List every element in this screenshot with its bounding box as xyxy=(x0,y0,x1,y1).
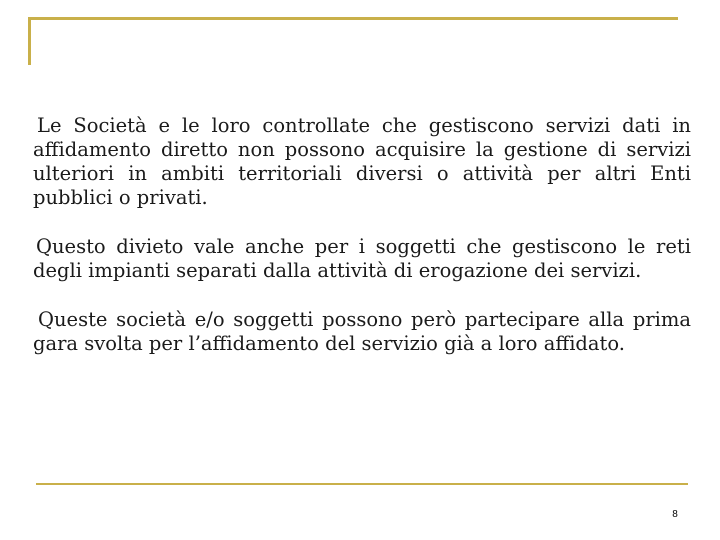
frame-left-rule xyxy=(28,17,31,65)
footer-rule xyxy=(36,483,688,485)
paragraph-divieto-reti: Questo divieto vale anche per i soggetti che gestiscono le reti degli impianti separati dalla attività di erogazione dei servizi. xyxy=(33,235,691,282)
slide-body xyxy=(33,114,691,356)
paragraph-affidamento-diretto: Le Società e le loro controllate che gestiscono servizi dati in affidamento diretto non possono acquisire la gestione di servizi ulteriori in ambiti territoriali diversi o attività per altri Enti pubblici o privati. xyxy=(33,114,691,209)
frame-top-rule xyxy=(28,17,678,20)
paragraph-prima-gara: Queste società e/o soggetti possono però partecipare alla prima gara svolta per l’affidamento del servizio già a loro affidato. xyxy=(33,308,691,355)
page-number: 8 xyxy=(672,509,678,520)
